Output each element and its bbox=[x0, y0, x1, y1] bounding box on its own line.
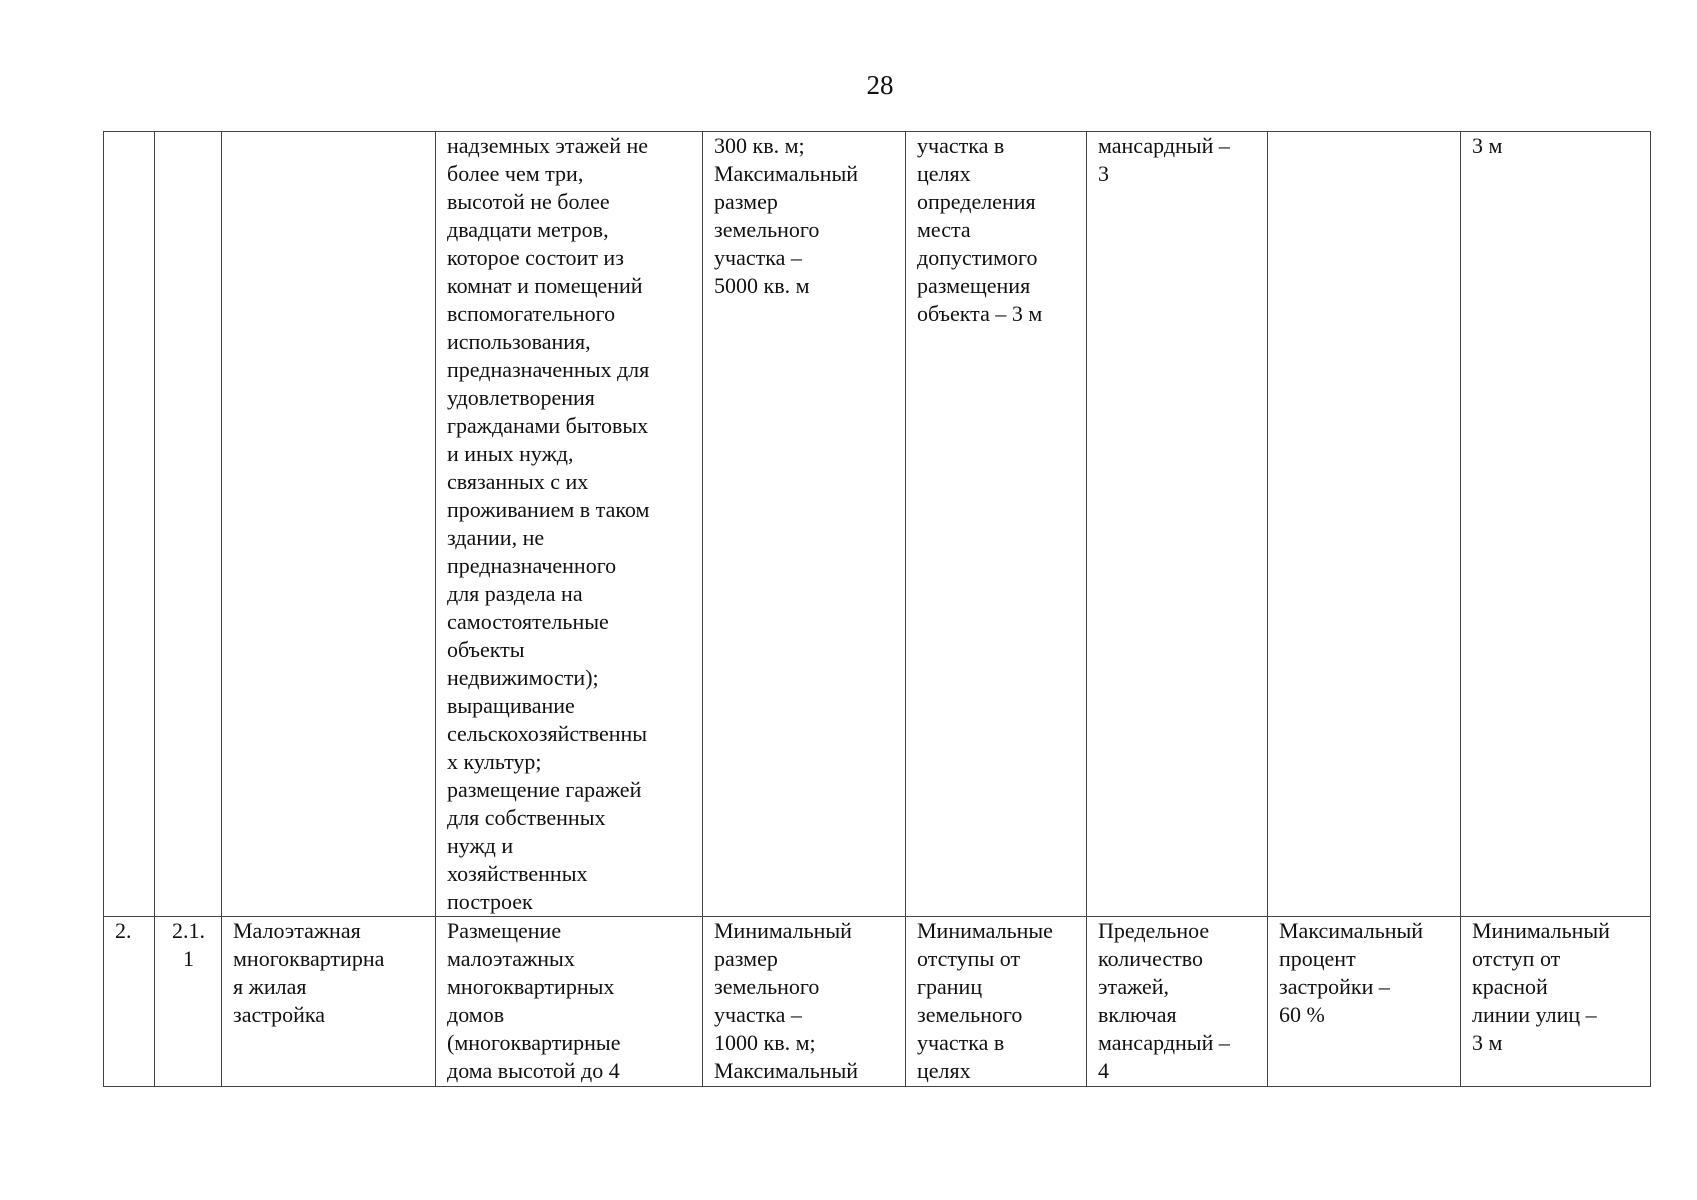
use-name-cell bbox=[222, 132, 436, 917]
setbacks-cell bbox=[906, 917, 1087, 1087]
table-row bbox=[104, 132, 1651, 917]
zoning-regulations-table bbox=[103, 131, 1651, 1087]
row-number-cell bbox=[104, 132, 155, 917]
use-code-cell bbox=[155, 132, 222, 917]
use-description-text: Размещение малоэтажных многоквартирных домов (многоквартирные дома высотой до 4 bbox=[447, 918, 621, 1083]
plot-size-text: Минимальный размер земельного участка – 1000 кв. м; Максимальный bbox=[714, 918, 859, 1083]
floors-cell: Предельное количество этажей, включая мансардный – 4 bbox=[1087, 917, 1268, 1087]
coverage-cell: Максимальный процент застройки – 60 % bbox=[1268, 917, 1461, 1087]
plot-size-cell: 300 кв. м; Максимальный размер земельного участка – 5000 кв. м bbox=[703, 132, 906, 917]
table-row bbox=[104, 917, 1651, 1087]
plot-size-cell bbox=[703, 917, 906, 1087]
use-name-cell: Малоэтажная многоквартирна я жилая застройка bbox=[222, 917, 436, 1087]
floors-cell: мансардный – 3 bbox=[1087, 132, 1268, 917]
red-line-setback-cell: Минимальный отступ от красной линии улиц – 3 м bbox=[1461, 917, 1651, 1087]
use-description-cell bbox=[436, 917, 703, 1087]
use-code-cell: 2.1. 1 bbox=[155, 917, 222, 1087]
red-line-setback-cell: 3 м bbox=[1461, 132, 1651, 917]
use-description-cell: надземных этажей не более чем три, высотой не более двадцати метров, которое состоит из комнат и помещений вспомогательного использования, предназначенных для удовлетворения гражданами бытовых и иных нужд, связанных с их проживанием в таком здании, не предназначенного для раздела на самостоятельные объекты недвижимости); выращивание сельскохозяйственны х культур; размещение гаражей для собственных нужд и хозяйственных построек bbox=[436, 132, 703, 917]
page-number: 28 bbox=[866, 70, 894, 100]
setbacks-text: Минимальные отступы от границ земельного участка в целях bbox=[917, 918, 1053, 1083]
row-number-cell: 2. bbox=[104, 917, 155, 1087]
setbacks-cell: участка в целях определения места допустимого размещения объекта – 3 м bbox=[906, 132, 1087, 917]
coverage-cell bbox=[1268, 132, 1461, 917]
